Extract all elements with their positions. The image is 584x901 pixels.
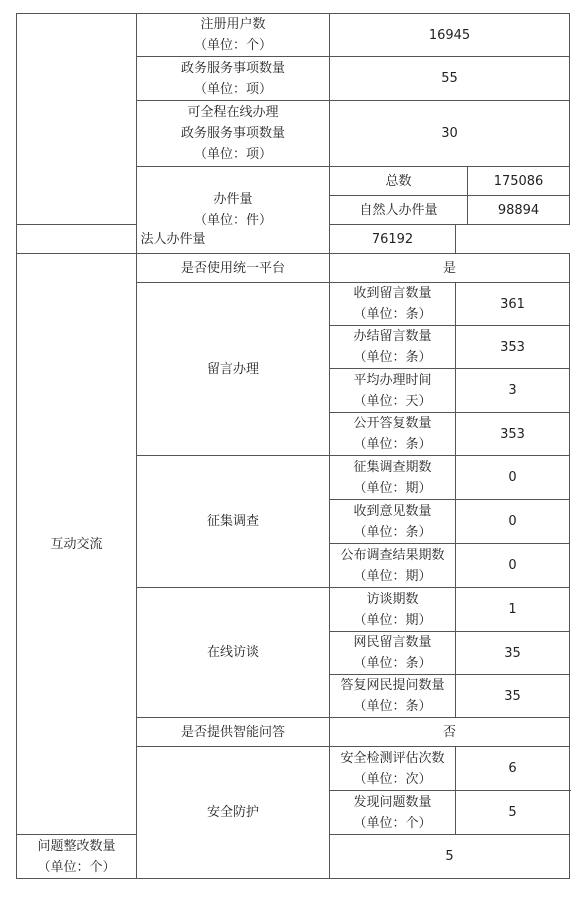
table-row <box>17 14 570 57</box>
interviews-answers-value: 35 <box>456 675 570 718</box>
interviews-periods-label: 访谈期数 （单位：期） <box>330 588 456 632</box>
surveys-opinions-label: 收到意见数量 （单位：条） <box>330 500 456 544</box>
surveys-opinions-value: 0 <box>456 500 570 544</box>
security-checks-value: 6 <box>456 747 570 791</box>
section-security: 安全防护 <box>137 747 330 879</box>
interviews-answers-label: 答复网民提问数量 （单位：条） <box>330 675 456 718</box>
smart-qa-value: 否 <box>330 718 570 747</box>
messages-resolved-value: 353 <box>456 326 570 369</box>
messages-avg-time-label: 平均办理时间 （单位：天） <box>330 369 456 413</box>
security-found-label: 发现问题数量 （单位：个） <box>330 791 456 835</box>
registered-users-label: 注册用户数 （单位：个） <box>137 14 330 57</box>
surveys-results-label: 公布调查结果期数 （单位：期） <box>330 544 456 588</box>
registered-users-value: 16945 <box>330 14 570 57</box>
messages-public-value: 353 <box>456 413 570 456</box>
handled-label: 办件量 （单位：件） <box>137 167 330 254</box>
statistics-table <box>16 13 570 879</box>
interviews-periods-value: 1 <box>456 588 570 632</box>
messages-received-label: 收到留言数量 （单位：条） <box>330 283 456 326</box>
service-items-label: 政务服务事项数量 （单位：项） <box>137 57 330 101</box>
messages-group: 留言办理 <box>137 283 330 456</box>
interviews-messages-value: 35 <box>456 632 570 675</box>
handled-total-label: 总数 <box>330 167 468 196</box>
online-items-label: 可全程在线办理 政务服务事项数量 （单位：项） <box>137 101 330 167</box>
handled-legal-label: 法人办件量 <box>17 225 330 254</box>
section-cell-blank <box>17 14 137 225</box>
interviews-group: 在线访谈 <box>137 588 330 718</box>
online-items-value: 30 <box>330 101 570 167</box>
surveys-results-value: 0 <box>456 544 570 588</box>
messages-resolved-label: 办结留言数量 （单位：条） <box>330 326 456 369</box>
handled-natural-value: 98894 <box>468 196 570 225</box>
handled-total-value: 175086 <box>468 167 570 196</box>
surveys-periods-label: 征集调查期数 （单位：期） <box>330 456 456 500</box>
surveys-group: 征集调查 <box>137 456 330 588</box>
section-interaction: 互动交流 <box>17 254 137 835</box>
security-fixed-value: 5 <box>330 835 570 879</box>
handled-natural-label: 自然人办件量 <box>330 196 468 225</box>
messages-avg-time-value: 3 <box>456 369 570 413</box>
handled-legal-value: 76192 <box>330 225 456 254</box>
messages-public-label: 公开答复数量 （单位：条） <box>330 413 456 456</box>
smart-qa-label: 是否提供智能问答 <box>137 718 330 747</box>
messages-received-value: 361 <box>456 283 570 326</box>
unified-platform-label: 是否使用统一平台 <box>137 254 330 283</box>
table-row <box>17 254 570 283</box>
security-found-value: 5 <box>456 791 570 835</box>
interviews-messages-label: 网民留言数量 （单位：条） <box>330 632 456 675</box>
unified-platform-value: 是 <box>330 254 570 283</box>
security-fixed-label: 问题整改数量 （单位：个） <box>17 835 137 879</box>
security-checks-label: 安全检测评估次数 （单位：次） <box>330 747 456 791</box>
service-items-value: 55 <box>330 57 570 101</box>
surveys-periods-value: 0 <box>456 456 570 500</box>
table-row <box>17 225 570 254</box>
